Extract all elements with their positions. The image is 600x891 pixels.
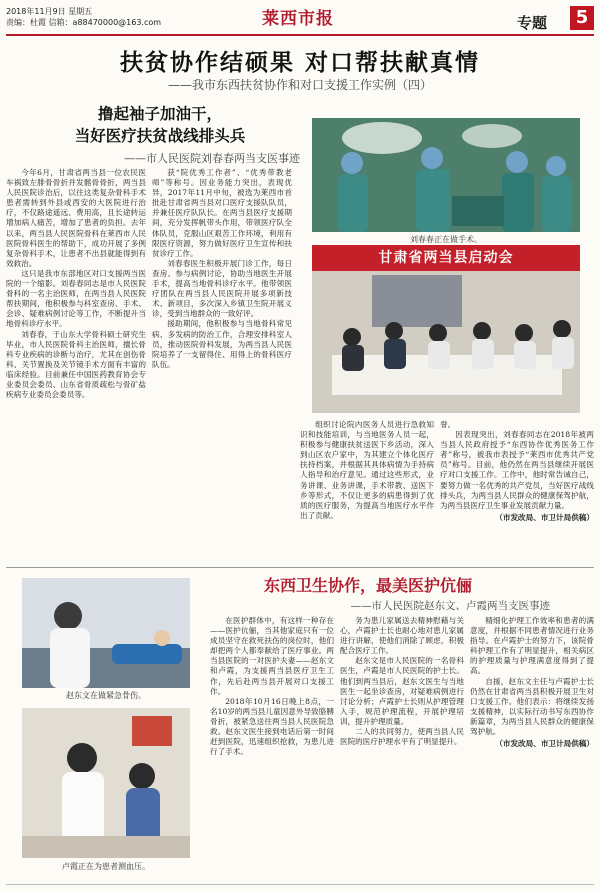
doctor-photo-caption: 赵东文在做紧急骨伤。 [66,691,146,700]
doctor-illustration [22,578,190,688]
issue-date: 2018年11月9日 星期五 [6,7,93,16]
article1-column-4 [440,420,594,563]
doctor-photo [22,578,190,688]
paragraph: 组织讨论院内医务人员进行急救知识和技能培训，与当地医务人员一起，积极参与健康扶贫送医下乡活动，深入到山区农户家中，为其建立个体化医疗扶持档案，并根据其具体病情为手持病人指导和治疗意见。通过这些形式，业务讲课、业务讲课，手术带教、送医下乡等形式，不仅让更多的病患得到了优质的医疗服务，为提高当地医疗水平作出了贡献。 [300,420,434,520]
article1-byline: ——市人民医院刘春春两当支医事迹 [124,152,300,165]
nurse-illustration [22,708,190,858]
surgery-photo [312,118,580,232]
nurse-photo [22,708,190,858]
header-rule [6,34,594,36]
section-divider [6,567,594,568]
meeting-photo [312,245,580,413]
paragraph: 刘春春，于山东大学骨科硕士研究生毕业，市人民医院骨科主治医师，擅长骨科专业疾病的诊断与治疗，尤其在创伤骨科、关节置换及关节镜手术方面有丰富的临床经验。目前兼任中国医药教育协会专业委员会委员、山东省骨质疏松与骨矿盐疾病专业委员会委员等。 [6,329,146,400]
paragraph: 援助期间，他积极参与当地骨科常见病、多发病的防治工作，合理安排科室人员，推动医院骨科发展，为两当县人民医院培养了一支留得住、用得上的骨科医疗队伍。 [152,319,292,369]
paragraph: 务为患儿家属送去精神慰藉与关心，卢霞护士长也耐心地对患儿家属进行讲解，使他们消除了顾虑，积极配合医疗工作。 [340,616,464,656]
article1-title [20,103,300,147]
editor-contact: 责编：杜霞 信箱：a88470000@163.com [6,18,162,27]
paragraph: 2018年10月16日晚上8点，一名10岁的两当县儿童因意外导致胳膊骨折，被紧急送往两当县人民医院急救。赵东文医生接到电话后第一时间赶到医院，迅速组织抢救，为患儿进行了手术。 [210,696,334,757]
article2-column-1 [210,616,334,881]
paragraph: 赵东文是市人民医院的一名骨科医生，卢霞是市人民医院的护士长。他们到两当县后，赵东文医生与当地医生一起坐诊查房，对疑难病例进行讨论分析；卢霞护士长则从护理管理入手，规范护理流程，开展护理培训，提升护理质量。 [340,656,464,726]
footer-rule [6,884,594,885]
paragraph: 二人的共同努力，使两当县人民医院的医疗护理水平有了明显提升。 [340,727,464,747]
article1-column-3 [300,420,434,563]
article1-title-line2: 当好医疗扶贫战线排头兵 [74,126,246,145]
date-editor-info [6,6,161,28]
article1-column-1 [6,168,146,563]
article2-title: 东西卫生协作，最美医护伉俪 [263,576,472,595]
page-number: 5 [570,6,594,30]
page-headline: 扶贫协作结硕果 对口帮扶献真情 [119,49,480,76]
page-header [0,0,600,40]
article2-column-2 [340,616,464,881]
meeting-illustration [312,271,580,413]
page-subheadline: ——我市东西扶贫协作和对口支援工作实例（四） [167,78,432,92]
paragraph: 精细化护理工作效率和患者的满意度，并根据不同患者情况进行业务指导。在卢霞护士的努力下，该院骨科护理工作有了明显提升，相关病区的护理质量与护理满意度得到了提高。 [470,616,594,676]
paragraph: 今年6月，甘肃省两当县一位农民医车祸致左腓骨骨折并发髂骨骨折，两当县人民医院诊治后，以往这类复杂骨科手术患者需转到外县或西安的大医院进行治疗，不仅路途遥远、费用高，且长途转运增加病人痛苦，增加了患者的负担。去年以来，两当县人民医院骨科在莱西市人民医院骨科医生的帮助下，成功开展了多例复杂骨科手术，让患者不出县就能得到有效救治。 [6,168,146,268]
paragraph: 誉。 [440,420,456,429]
article1-column-2 [152,168,292,563]
paragraph: 刘春春医生积极开展门诊工作，每日查房、参与病例讨论，协助当地医生开展手术，提高当地骨科诊疗水平。他带领医疗团队在两当县人民医院开展多项新技术、新项目，多次深入乡镇卫生院开展义诊，受到当地群众的一致好评。 [152,258,292,319]
surgery-photo-caption: 刘春春正在做手术。 [410,235,482,244]
section-label: 专题 [517,14,548,32]
paragraph: 因表现突出，刘春春同志在2018年被两当县人民政府授予“东西协作优秀医务工作者”称号，被我市表授予“莱西市优秀共产党员”称号。目前，他仍然在两当县继续开展医疗对口支援工作。工作中，他时常告诫自己，要努力做一名优秀的共产党员，当好医疗战线排头兵，为两当县人民群众的健康保驾护航，为两当县医疗卫生事业发展贡献力量。 [440,430,594,510]
paragraph: 这只是我市东部地区对口支援两当医院的一个缩影。刘春春同志是市人民医院骨科的一名主治医师，在两当县人民医院帮扶期间，他积极参与科室查房、手术、会诊、疑难病例讨论等工作，不断提升当地骨科诊疗水平。 [6,268,146,329]
paragraph: 自援，赵东文主任与卢霞护士长仍然在甘肃省两当县积极开展卫生对口支援工作。他们表示：将继续发扬支援精神，以实际行动书写东西协作新篇章，为两当县人民群众的健康保驾护航。 [470,676,594,737]
paragraph: 在医护群体中，有这样一种存在——医护伉俪，当其他家庭只有一位成员坚守在救死扶伤的岗位时，他们却把两个人都奉献给了医疗事业。两当县医院的一对医护夫妻——赵东文和卢霞，为支援两当县医疗卫生工作，先后赴两当县开展对口支援工作。 [210,616,334,696]
nurse-photo-caption: 卢霞正在为患者测血压。 [62,862,150,871]
article1-title-line1: 撸起袖子加油干， [97,104,222,123]
paragraph: 获“院优秀工作者”、“优秀带教老师”等称号。因业务能力突出，表现优异，2017年11月中旬，被选为莱西市首批赴甘肃省两当县对口医疗支援队队员，并兼任医疗队队长。在两当县医疗支援期间，充分发挥帆带头作用，带领医疗队全体队员，克服山区艰苦工作环境，利用有限医疗资源，努力做好医疗卫生宣传和扶贫诊疗工作。 [152,168,292,258]
masthead: 莱西市报 [262,9,334,29]
meeting-banner: 甘肃省两当县启动会 [312,245,580,271]
article1-credit: （市发改局、市卫计局供稿） [495,512,594,522]
article2-byline: ——市人民医院赵东文、卢霞两当支医事迹 [350,600,550,612]
article2-credit: （市发改局、市卫计局供稿） [495,739,594,749]
article2-column-3 [470,616,594,881]
surgery-illustration [312,118,580,232]
